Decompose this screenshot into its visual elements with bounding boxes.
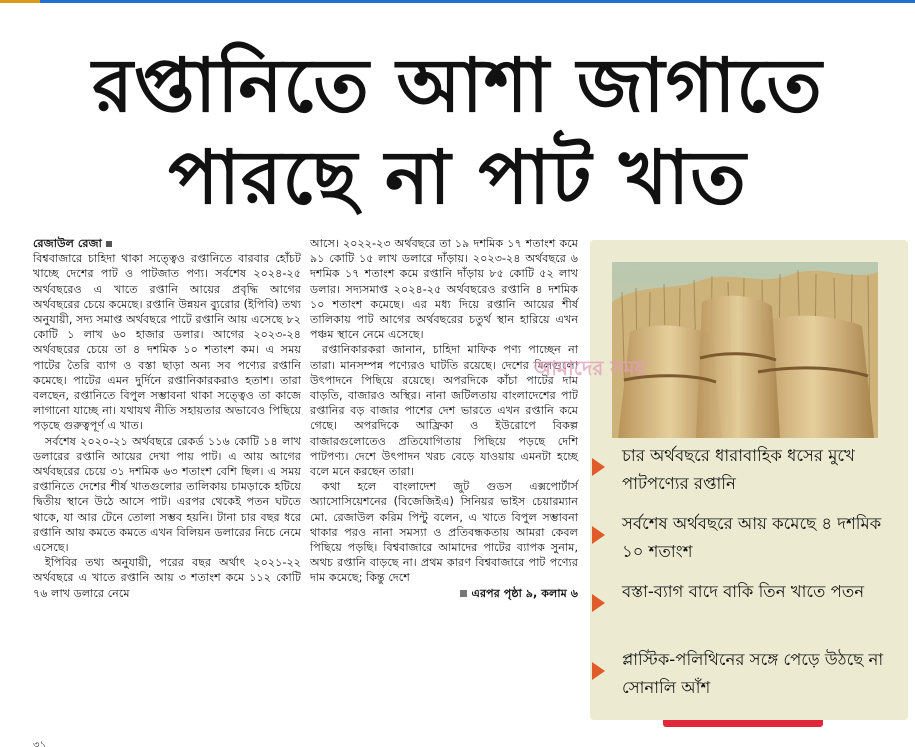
paragraph: আসে। ২০২২-২৩ অর্থবছরে তা ১৯ দশমিক ১৭ শতাংশ কমে ৯১ কোটি ১৫ লাখ ডলারে দাঁড়ায়। ২০২৩-২৪ অর্থবছরে ৬ দশমিক ১৭ শতাংশ কমে রপ্তানি দাঁড়ায় ৮৫ কোটি ৫২ লাখ ডলার। সদ্যসমাপ্ত ২০২৪-২৫ অর্থবছরেও রপ্তানি ৪ দশমিক ১০ শতাংশ কমেছে। এর মধ্য দিয়ে রপ্তানি আয়ের শীর্ষ তালিকায় পাট আগের অর্থবছরের চতুর্থ স্থান হারিয়ে এখন পঞ্চম স্থানে নেমে এসেছে। bbox=[310, 237, 578, 342]
paragraph: সর্বশেষ ২০২০-২১ অর্থবছরে রেকর্ড ১১৬ কোটি ১৪ লাখ ডলারের রপ্তানি আয়ের দেখা পায় পাট। এ আয় আগের অর্থবছরের চেয়ে ৩১ দশমিক ৬৩ শতাংশ বেশি ছিল। এ সময় রপ্তানিতে দেশের শীর্ষ খাতগুলোর তালিকায় চামড়াকে হটিয়ে দ্বিতীয় স্থানে উঠে আসে পাট। এরপর থেকেই পতন ঘটতে থাকে, যা আর টেনে তোলা সম্ভব হয়নি। টানা চার বছর ধরে রপ্তানি আয় কমতে কমতে এখন বিলিয়ন ডলারের নিচে নেমে এসেছে। bbox=[33, 434, 301, 555]
highlight-text: বস্তা-ব্যাগ বাদে বাকি তিন খাতে পতন bbox=[622, 582, 865, 601]
triangle-arrow-icon bbox=[592, 662, 605, 680]
paragraph: কথা হলে বাংলাদেশ জুট গুডস এক্সপোর্টার্স অ্যাসোসিয়েশনের (বিজেজিইএ) সিনিয়র ভাইস চেয়ারম্যান মো. রেজাউল করিম পিন্টু বলেন, এ খাতে বিপুল সম্ভাবনা থাকার পরও নানা সমস্যা ও প্রতিবন্ধকতায় আমরা কেবল পিছিয়ে পড়ছি। বিশ্ববাজারে আমাদের পাটের ব্যাপক সুনাম, অথচ রপ্তানি বাড়ছে না। প্রথম কারণ বিশ্ববাজারে পাট পণ্যের দাম কমেছে; কিন্তু দেশে bbox=[310, 480, 578, 585]
highlight-text: প্লাস্টিক-পলিথিনের সঙ্গে পেড়ে উঠছে না সোনালি আঁশ bbox=[622, 650, 884, 697]
jute-photo bbox=[612, 262, 878, 438]
paragraph: বিশ্ববাজারে চাহিদা থাকা সত্ত্বেও রপ্তানিতে বারবার হোঁচট খাচ্ছে দেশের পাট ও পাটজাত পণ্য। সর্বশেষ ২০২৪-২৫ অর্থবছরেও এ খাতে রপ্তানি আয়ের প্রবৃদ্ধি আগের অর্থবছরের চেয়ে কমেছে। রপ্তানি উন্নয়ন ব্যুরোর (ইপিবি) তথ্য অনুযায়ী, সদ্য সমাপ্ত অর্থবছরে পাটে রপ্তানি আয় এসেছে ৮২ কোটি ১ লাখ ৬০ হাজার ডলার। আগের ২০২৩-২৪ অর্থবছরের চেয়ে তা ৪ দশমিক ১০ শতাংশ কম। এ সময় পাটের তৈরি ব্যাগ ও বস্তা ছাড়া অন্য সব পণ্যের রপ্তানি কমেছে। পাটের এমন দুর্দিনে রপ্তানিকারকরাও হতাশ। তারা বলছেন, রপ্তানিতে বিপুল সম্ভাবনা থাকা সত্ত্বেও তা কাজে লাগানো যাচ্ছে না। যথাযথ নীতি সহায়তার অভাবেও পিছিয়ে পড়ছে গুরুত্বপূর্ণ এ খাত। bbox=[33, 252, 301, 433]
bottom-fragment: ৩১ bbox=[33, 740, 46, 747]
continued-square-icon bbox=[460, 590, 467, 597]
watermark-logo: আমাদের সময় bbox=[533, 356, 647, 380]
top-rule bbox=[0, 0, 915, 5]
article-column-1 bbox=[33, 236, 301, 601]
triangle-arrow-icon bbox=[592, 594, 605, 612]
headline-line-1: রপ্তানিতে আশা জাগাতে bbox=[92, 43, 823, 129]
highlight-text: চার অর্থবছরে ধারাবাহিক ধসের মুখে পাটপণ্যের রপ্তানি bbox=[622, 446, 855, 493]
triangle-arrow-icon bbox=[592, 458, 605, 476]
triangle-arrow-icon bbox=[592, 526, 605, 544]
article-column-2 bbox=[310, 236, 578, 601]
continued-text: এরপর পৃষ্ঠা ৯, কলাম ৬ bbox=[471, 586, 578, 600]
paragraph: রপ্তানিকারকরা জানান, চাহিদা মাফিক পণ্য পাচ্ছেন না তারা। মানসম্পন্ন পণ্যেরও ঘাটতি রয়েছে। দেশের মিলগুলো উৎপাদনে পিছিয়ে রয়েছে। অপরদিকে কাঁচা পাটের দাম বাড়তি, বাজারও অস্থির। নানা জটিলতায় বাংলাদেশের পাট রপ্তানির বড় বাজার পাশের দেশ ভারতে এখন রপ্তানি কমে গেছে। অপরদিকে আফ্রিকা ও ইউরোপে বিকল্প বাজারগুলোতেও প্রতিযোগিতায় পিছিয়ে পড়ছে দেশি পাটপণ্য। দেশে উৎপাদন খরচ বেড়ে যাওয়ায় এমনটা হচ্ছে বলে মনে করছেন তারা। bbox=[310, 343, 578, 479]
paragraph: ইপিবির তথ্য অনুযায়ী, পরের বছর অর্থাৎ ২০২১-২২ অর্থবছরে এ খাতে রপ্তানি আয় ৩ শতাংশ কমে ১১২ কোটি ৭৬ লাখ ডলারে নেমে bbox=[33, 556, 301, 600]
top-rule-blue bbox=[0, 0, 915, 3]
jute-bundles-illustration bbox=[612, 262, 878, 438]
headline bbox=[0, 40, 915, 224]
continued-note bbox=[310, 586, 578, 601]
highlight-text: সর্বশেষ অর্থবছরে আয় কমেছে ৪ দশমিক ১০ শতাংশ bbox=[622, 514, 882, 561]
article-body bbox=[33, 236, 588, 736]
accent-red-bar bbox=[663, 720, 823, 727]
top-rule-gold bbox=[0, 0, 40, 3]
byline bbox=[33, 236, 301, 251]
byline-square-icon bbox=[106, 241, 112, 247]
byline-text: রেজাউল রেজা bbox=[33, 237, 102, 250]
headline-line-2: পারছে না পাট খাত bbox=[168, 135, 747, 221]
